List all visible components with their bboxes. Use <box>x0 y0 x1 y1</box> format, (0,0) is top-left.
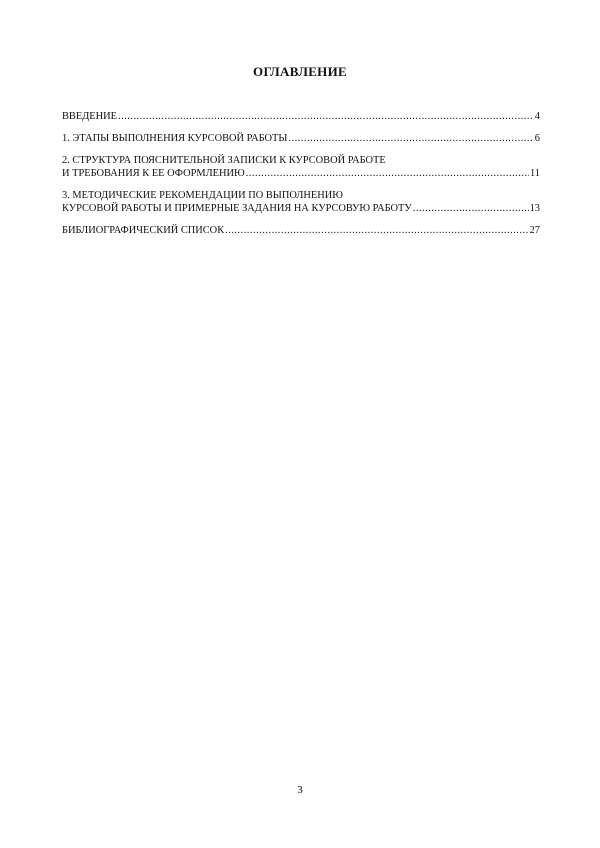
toc-entry-chapter-2[interactable] <box>62 154 540 180</box>
dot-leader <box>413 202 529 215</box>
toc-entry-page: 27 <box>529 225 540 236</box>
toc-entry-line <box>62 110 540 123</box>
toc-entry-line <box>62 154 540 167</box>
toc-entry-title-line-2: КУРСОВОЙ РАБОТЫ И ПРИМЕРНЫЕ ЗАДАНИЯ НА КУРСОВУЮ РАБОТУ <box>62 203 412 214</box>
toc-entry-bibliography[interactable] <box>62 224 540 237</box>
toc-entry-title: БИБЛИОГРАФИЧЕСКИЙ СПИСОК <box>62 225 225 236</box>
toc-entry-title-line-2: И ТРЕБОВАНИЯ К ЕЕ ОФОРМЛЕНИЮ <box>62 168 245 179</box>
toc-entry-title-line-1: 3. МЕТОДИЧЕСКИЕ РЕКОМЕНДАЦИИ ПО ВЫПОЛНЕНИЮ <box>62 190 343 201</box>
toc-entry-line <box>62 202 540 215</box>
toc-entry-page: 6 <box>534 133 540 144</box>
toc-entry-chapter-3[interactable] <box>62 189 540 215</box>
dot-leader <box>225 224 528 237</box>
dot-leader <box>246 167 529 180</box>
toc-entry-page: 11 <box>529 168 540 179</box>
toc-entry-introduction[interactable] <box>62 110 540 123</box>
dot-leader <box>288 132 533 145</box>
toc-entry-chapter-1[interactable] <box>62 132 540 145</box>
toc-entry-line <box>62 132 540 145</box>
toc-entry-page: 4 <box>534 111 540 122</box>
table-of-contents <box>62 110 540 246</box>
toc-entry-title: ВВЕДЕНИЕ <box>62 111 117 122</box>
toc-entry-line <box>62 167 540 180</box>
dot-leader <box>118 110 534 123</box>
toc-entry-line <box>62 224 540 237</box>
toc-entry-line <box>62 189 540 202</box>
toc-entry-title-line-1: 2. СТРУКТУРА ПОЯСНИТЕЛЬНОЙ ЗАПИСКИ К КУРСОВОЙ РАБОТЕ <box>62 155 386 166</box>
page-number: 3 <box>297 784 303 796</box>
toc-entry-page: 13 <box>529 203 540 214</box>
toc-entry-title: 1. ЭТАПЫ ВЫПОЛНЕНИЯ КУРСОВОЙ РАБОТЫ <box>62 133 288 144</box>
toc-title: ОГЛАВЛЕНИЕ <box>253 64 347 79</box>
